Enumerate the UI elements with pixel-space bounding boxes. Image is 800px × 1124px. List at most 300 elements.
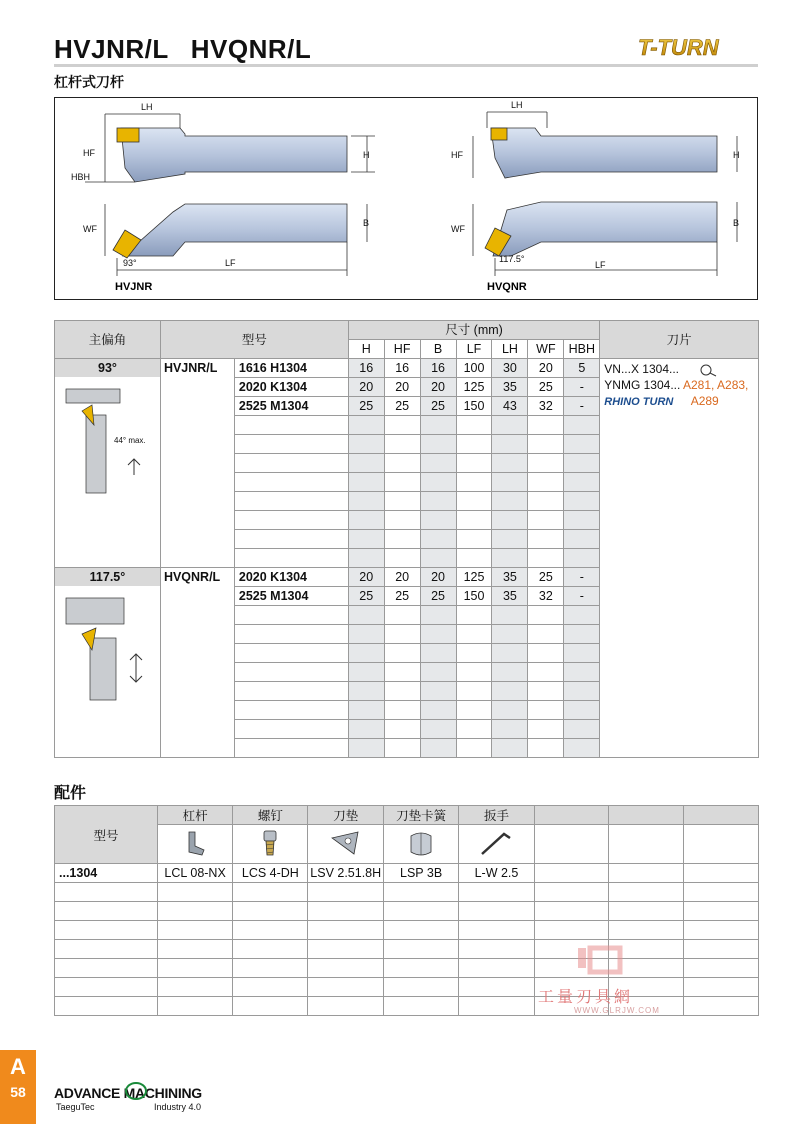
acc-value-cell xyxy=(459,997,534,1016)
insert-cell xyxy=(600,359,759,758)
angle-label: 93° xyxy=(55,359,160,377)
label-wf-right: WF xyxy=(451,224,465,234)
dim-cell xyxy=(348,701,384,720)
dim-cell xyxy=(492,625,528,644)
dim-cell: - xyxy=(564,587,600,606)
dim-cell xyxy=(492,606,528,625)
dim-cell xyxy=(420,473,456,492)
acc-value-cell xyxy=(308,959,383,978)
spec-body xyxy=(55,359,759,758)
acc-value-cell xyxy=(684,921,759,940)
dim-cell xyxy=(564,701,600,720)
dim-cell: 32 xyxy=(528,397,564,416)
acc-value-cell xyxy=(609,883,684,902)
wrench-icon xyxy=(459,825,534,864)
acc-value-cell xyxy=(383,921,458,940)
dim-cell xyxy=(528,530,564,549)
dim-cell xyxy=(492,549,528,568)
acc-value-cell xyxy=(459,902,534,921)
model-cell: 2020 K1304 xyxy=(234,568,348,587)
dim-cell xyxy=(420,625,456,644)
model-cell xyxy=(234,435,348,454)
dim-cell xyxy=(456,511,492,530)
diagram-name-left: HVJNR xyxy=(115,281,153,293)
angle-left: 93° xyxy=(123,258,137,268)
dim-cell xyxy=(348,530,384,549)
acc-value-cell xyxy=(684,864,759,883)
acc-model-cell xyxy=(55,883,158,902)
hdr-model: 型号 xyxy=(160,321,348,359)
dim-cell xyxy=(348,454,384,473)
label-b-left: B xyxy=(363,218,370,228)
acc-value-cell xyxy=(383,997,458,1016)
acc-model-cell xyxy=(55,940,158,959)
dim-cell xyxy=(420,606,456,625)
acc-value-cell xyxy=(157,997,232,1016)
acc-value-cell xyxy=(534,864,609,883)
acc-value-cell xyxy=(308,883,383,902)
dim-cell xyxy=(384,511,420,530)
acc-row xyxy=(55,921,759,940)
dim-cell xyxy=(528,644,564,663)
hvqnr-side-body xyxy=(491,128,717,178)
model-cell xyxy=(234,701,348,720)
label-h-right: H xyxy=(733,150,740,160)
dim-cell xyxy=(348,606,384,625)
insert-line-3 xyxy=(604,393,754,410)
dim-cell xyxy=(456,549,492,568)
acc-hdr-empty-2 xyxy=(609,806,684,825)
acc-value-cell xyxy=(383,959,458,978)
dim-cell xyxy=(528,549,564,568)
dim-cell xyxy=(456,720,492,739)
dim-cell xyxy=(492,454,528,473)
dim-cell: 100 xyxy=(456,359,492,378)
dim-cell xyxy=(384,473,420,492)
dim-cell xyxy=(348,549,384,568)
acc-value-cell xyxy=(684,902,759,921)
screw-icon xyxy=(233,825,308,864)
dim-cell: 20 xyxy=(528,359,564,378)
hdr-insert: 刀片 xyxy=(600,321,759,359)
dim-cell: 150 xyxy=(456,587,492,606)
page-tab xyxy=(0,1050,36,1124)
hvqnr-top-body xyxy=(493,202,717,256)
acc-value-cell xyxy=(233,940,308,959)
dim-cell xyxy=(348,663,384,682)
dim-cell xyxy=(528,492,564,511)
model-cell xyxy=(234,492,348,511)
dim-cell: 16 xyxy=(384,359,420,378)
dim-cell xyxy=(528,625,564,644)
dim-cell: 25 xyxy=(420,587,456,606)
acc-value-cell xyxy=(157,959,232,978)
spec-table xyxy=(54,320,759,758)
acc-value-cell xyxy=(383,940,458,959)
model-cell xyxy=(234,549,348,568)
model-cell xyxy=(234,644,348,663)
acc-value-cell xyxy=(308,940,383,959)
dim-cell xyxy=(384,416,420,435)
model-cell xyxy=(234,663,348,682)
dim-cell xyxy=(492,663,528,682)
dim-cell xyxy=(348,739,384,758)
dim-cell xyxy=(564,720,600,739)
dim-cell xyxy=(564,625,600,644)
acc-hdr-shim: 刀垫 xyxy=(308,806,383,825)
dim-cell xyxy=(456,492,492,511)
model-cell: 1616 H1304 xyxy=(234,359,348,378)
dim-cell xyxy=(492,492,528,511)
dim-cell xyxy=(456,663,492,682)
hdr-angle: 主偏角 xyxy=(55,321,161,359)
hvjnr-side-body xyxy=(121,128,347,182)
acc-value-cell xyxy=(308,902,383,921)
dim-cell xyxy=(564,644,600,663)
acc-row xyxy=(55,864,759,883)
dim-cell xyxy=(348,511,384,530)
dim-cell xyxy=(528,606,564,625)
shim-icon xyxy=(308,825,383,864)
dim-cell xyxy=(564,663,600,682)
acc-value-cell xyxy=(534,902,609,921)
label-lh-right: LH xyxy=(511,100,523,110)
dim-cell xyxy=(420,682,456,701)
accessories-title: 配件 xyxy=(54,785,87,802)
acc-hdr-lever: 杠杆 xyxy=(157,806,232,825)
dim-cell xyxy=(564,416,600,435)
acc-value-cell xyxy=(609,864,684,883)
acc-model-cell xyxy=(55,978,158,997)
dim-cell xyxy=(528,416,564,435)
dim-cell xyxy=(456,701,492,720)
acc-hdr-model: 型号 xyxy=(55,806,158,864)
hdr-dim-lf: LF xyxy=(456,340,492,359)
dim-cell xyxy=(348,473,384,492)
acc-hdr-shim-pin: 刀垫卡簧 xyxy=(383,806,458,825)
dim-cell: 30 xyxy=(492,359,528,378)
model-cell xyxy=(234,454,348,473)
dim-cell xyxy=(384,606,420,625)
dim-cell xyxy=(384,549,420,568)
acc-value-cell xyxy=(459,940,534,959)
dim-cell xyxy=(420,739,456,758)
hdr-dims: 尺寸 (mm) xyxy=(348,321,600,340)
insert-ref-3: A289 xyxy=(690,394,719,408)
dim-cell xyxy=(420,530,456,549)
dim-cell xyxy=(456,416,492,435)
diagram-drawing xyxy=(55,98,759,301)
lever-icon xyxy=(157,825,232,864)
shim-pin-icon xyxy=(383,825,458,864)
dim-cell xyxy=(528,511,564,530)
acc-value-cell xyxy=(233,883,308,902)
spec-row xyxy=(55,359,759,378)
insert-ref-2: A283, xyxy=(717,378,749,392)
acc-value-cell xyxy=(308,921,383,940)
acc-value-cell: LCL 08-NX xyxy=(157,864,232,883)
dim-cell xyxy=(564,606,600,625)
acc-model-cell xyxy=(55,997,158,1016)
acc-value-cell xyxy=(157,940,232,959)
diagram-name-right: HVQNR xyxy=(487,281,527,293)
dim-cell: - xyxy=(564,568,600,587)
acc-value-cell xyxy=(609,921,684,940)
angle-cell xyxy=(55,359,161,568)
dim-cell: 43 xyxy=(492,397,528,416)
acc-hdr-empty-1 xyxy=(534,806,609,825)
hdr-dim-h: H xyxy=(348,340,384,359)
page-subtitle: 杠杆式刀杆 xyxy=(54,74,124,90)
acc-value-cell xyxy=(233,978,308,997)
dim-cell xyxy=(420,435,456,454)
model-cell xyxy=(234,416,348,435)
dim-cell xyxy=(492,682,528,701)
logo-text: T-TURN xyxy=(638,35,719,60)
dim-cell: 25 xyxy=(384,397,420,416)
dim-cell xyxy=(492,473,528,492)
dim-cell xyxy=(564,435,600,454)
title-rule xyxy=(54,64,758,67)
dim-cell: 150 xyxy=(456,397,492,416)
insert-line-1: VN...X 1304... xyxy=(604,361,754,377)
dim-cell: 35 xyxy=(492,378,528,397)
dim-cell: - xyxy=(564,397,600,416)
angle-label: 117.5° xyxy=(55,568,160,586)
acc-value-cell xyxy=(157,902,232,921)
turning-93-icon xyxy=(62,385,152,495)
dim-cell xyxy=(528,454,564,473)
dim-cell: 25 xyxy=(528,378,564,397)
model-cell xyxy=(234,625,348,644)
dim-cell xyxy=(384,454,420,473)
acc-row xyxy=(55,902,759,921)
dim-cell xyxy=(384,492,420,511)
dim-cell: 16 xyxy=(420,359,456,378)
acc-value-cell xyxy=(383,902,458,921)
acc-value-cell xyxy=(233,959,308,978)
hvjnr-side-insert xyxy=(117,128,139,142)
dim-cell xyxy=(456,625,492,644)
dim-cell xyxy=(384,663,420,682)
acc-hdr-screw: 螺钉 xyxy=(233,806,308,825)
insert-line-2: YNMG 1304... A281, A283, xyxy=(604,378,749,392)
model-cell xyxy=(234,720,348,739)
t-turn-logo xyxy=(636,34,762,60)
acc-value-cell: LSV 2.51.8H xyxy=(308,864,383,883)
model-cell: 2020 K1304 xyxy=(234,378,348,397)
hdr-dim-hbh: HBH xyxy=(564,340,600,359)
dim-cell: 25 xyxy=(348,397,384,416)
acc-value-cell xyxy=(684,959,759,978)
dim-cell: 5 xyxy=(564,359,600,378)
dim-cell xyxy=(492,435,528,454)
dim-cell xyxy=(348,720,384,739)
dim-cell xyxy=(456,435,492,454)
page-letter: A xyxy=(10,1054,26,1079)
dim-cell xyxy=(456,682,492,701)
dim-cell xyxy=(564,511,600,530)
dim-cell xyxy=(384,435,420,454)
acc-value-cell xyxy=(534,921,609,940)
dim-cell xyxy=(564,530,600,549)
dim-cell xyxy=(384,682,420,701)
dim-cell: 20 xyxy=(384,378,420,397)
dim-cell: 20 xyxy=(420,378,456,397)
acc-value-cell xyxy=(459,978,534,997)
brand-main: ADVANCE MACHINING xyxy=(54,1085,202,1101)
dim-cell: 35 xyxy=(492,568,528,587)
turning-117-icon xyxy=(62,594,152,704)
dim-cell xyxy=(456,606,492,625)
hdr-dim-hf: HF xyxy=(384,340,420,359)
dim-cell: 20 xyxy=(420,568,456,587)
label-lf-right: LF xyxy=(595,260,606,270)
dim-cell xyxy=(492,720,528,739)
acc-value-cell xyxy=(157,978,232,997)
angle-note: 44° max. xyxy=(114,436,147,445)
dim-cell xyxy=(384,625,420,644)
dim-cell xyxy=(456,473,492,492)
acc-hdr-wrench: 扳手 xyxy=(459,806,534,825)
model-cell xyxy=(234,739,348,758)
model-cell: 2525 M1304 xyxy=(234,397,348,416)
acc-model-cell xyxy=(55,959,158,978)
dim-cell xyxy=(348,682,384,701)
dim-cell xyxy=(420,492,456,511)
dim-cell: 20 xyxy=(384,568,420,587)
dim-cell xyxy=(528,435,564,454)
dim-cell xyxy=(564,454,600,473)
dim-cell xyxy=(384,739,420,758)
dim-cell xyxy=(456,644,492,663)
dim-cell xyxy=(528,739,564,758)
dim-cell xyxy=(528,701,564,720)
dim-cell xyxy=(528,720,564,739)
acc-icon-empty-1 xyxy=(534,825,609,864)
dim-cell xyxy=(348,625,384,644)
dim-cell: 32 xyxy=(528,587,564,606)
acc-value-cell xyxy=(157,921,232,940)
page-title xyxy=(54,34,333,65)
acc-value-cell xyxy=(459,883,534,902)
dim-cell: 16 xyxy=(348,359,384,378)
acc-value-cell xyxy=(308,978,383,997)
dim-cell xyxy=(420,416,456,435)
dim-cell xyxy=(348,492,384,511)
acc-value-cell: LSP 3B xyxy=(383,864,458,883)
dim-cell xyxy=(564,473,600,492)
page-number: 58 xyxy=(10,1084,26,1100)
acc-value-cell xyxy=(609,902,684,921)
dim-cell: 125 xyxy=(456,568,492,587)
watermark-url: WWW.GLRJW.COM xyxy=(574,1006,660,1015)
model-cell xyxy=(234,606,348,625)
acc-value-cell xyxy=(684,883,759,902)
dim-cell xyxy=(564,492,600,511)
dim-cell: 25 xyxy=(528,568,564,587)
acc-value-cell xyxy=(534,883,609,902)
dim-cell xyxy=(492,701,528,720)
hdr-dim-b: B xyxy=(420,340,456,359)
dim-cell xyxy=(456,454,492,473)
acc-value-cell: LCS 4-DH xyxy=(233,864,308,883)
dim-cell: - xyxy=(564,378,600,397)
model-cell: 2525 M1304 xyxy=(234,587,348,606)
dim-cell xyxy=(420,454,456,473)
series-cell: HVJNR/L xyxy=(160,359,234,568)
dim-cell xyxy=(528,682,564,701)
acc-hdr-empty-3 xyxy=(684,806,759,825)
acc-value-cell xyxy=(157,883,232,902)
dim-cell: 20 xyxy=(348,568,384,587)
dim-cell: 125 xyxy=(456,378,492,397)
acc-value-cell xyxy=(684,997,759,1016)
acc-model-cell xyxy=(55,902,158,921)
dim-cell xyxy=(420,663,456,682)
acc-value-cell xyxy=(459,959,534,978)
dim-cell xyxy=(348,416,384,435)
acc-value-cell xyxy=(684,978,759,997)
dim-cell xyxy=(492,416,528,435)
dim-cell xyxy=(384,644,420,663)
label-b-right: B xyxy=(733,218,740,228)
insert-ref-1: A281, xyxy=(683,378,715,392)
hdr-dim-lh: LH xyxy=(492,340,528,359)
dim-cell xyxy=(528,473,564,492)
dim-cell xyxy=(384,530,420,549)
dim-cell xyxy=(492,739,528,758)
dim-cell xyxy=(348,644,384,663)
acc-model-cell xyxy=(55,921,158,940)
title-part-2: HVQNR/L xyxy=(190,34,312,64)
label-hbh-left: HBH xyxy=(71,172,91,182)
label-hf-left: HF xyxy=(83,148,95,158)
label-wf-left: WF xyxy=(83,224,97,234)
acc-row xyxy=(55,883,759,902)
label-lh-left: LH xyxy=(141,102,153,112)
dim-cell xyxy=(420,701,456,720)
acc-value-cell xyxy=(233,997,308,1016)
label-lf-left: LF xyxy=(225,258,236,268)
model-cell xyxy=(234,530,348,549)
dim-cell xyxy=(384,701,420,720)
rhino-turn-logo: RHINO TURN xyxy=(604,396,674,408)
dim-cell: 25 xyxy=(348,587,384,606)
acc-value-cell xyxy=(383,978,458,997)
dim-cell xyxy=(564,549,600,568)
tool-diagram xyxy=(54,97,758,300)
hvqnr-side-insert xyxy=(491,128,507,140)
acc-icon-empty-2 xyxy=(609,825,684,864)
series-cell: HVQNR/L xyxy=(160,568,234,758)
dim-cell xyxy=(492,644,528,663)
dim-cell xyxy=(456,530,492,549)
dim-cell: 20 xyxy=(348,378,384,397)
dim-cell xyxy=(420,511,456,530)
label-h-left: H xyxy=(363,150,370,160)
dim-cell xyxy=(348,435,384,454)
brand-left: TaeguTec xyxy=(56,1102,95,1112)
acc-value-cell xyxy=(233,921,308,940)
dim-cell xyxy=(528,663,564,682)
dim-cell: 25 xyxy=(384,587,420,606)
dim-cell xyxy=(456,739,492,758)
acc-value-cell xyxy=(383,883,458,902)
dim-cell xyxy=(420,644,456,663)
acc-value-cell xyxy=(308,997,383,1016)
model-cell xyxy=(234,473,348,492)
